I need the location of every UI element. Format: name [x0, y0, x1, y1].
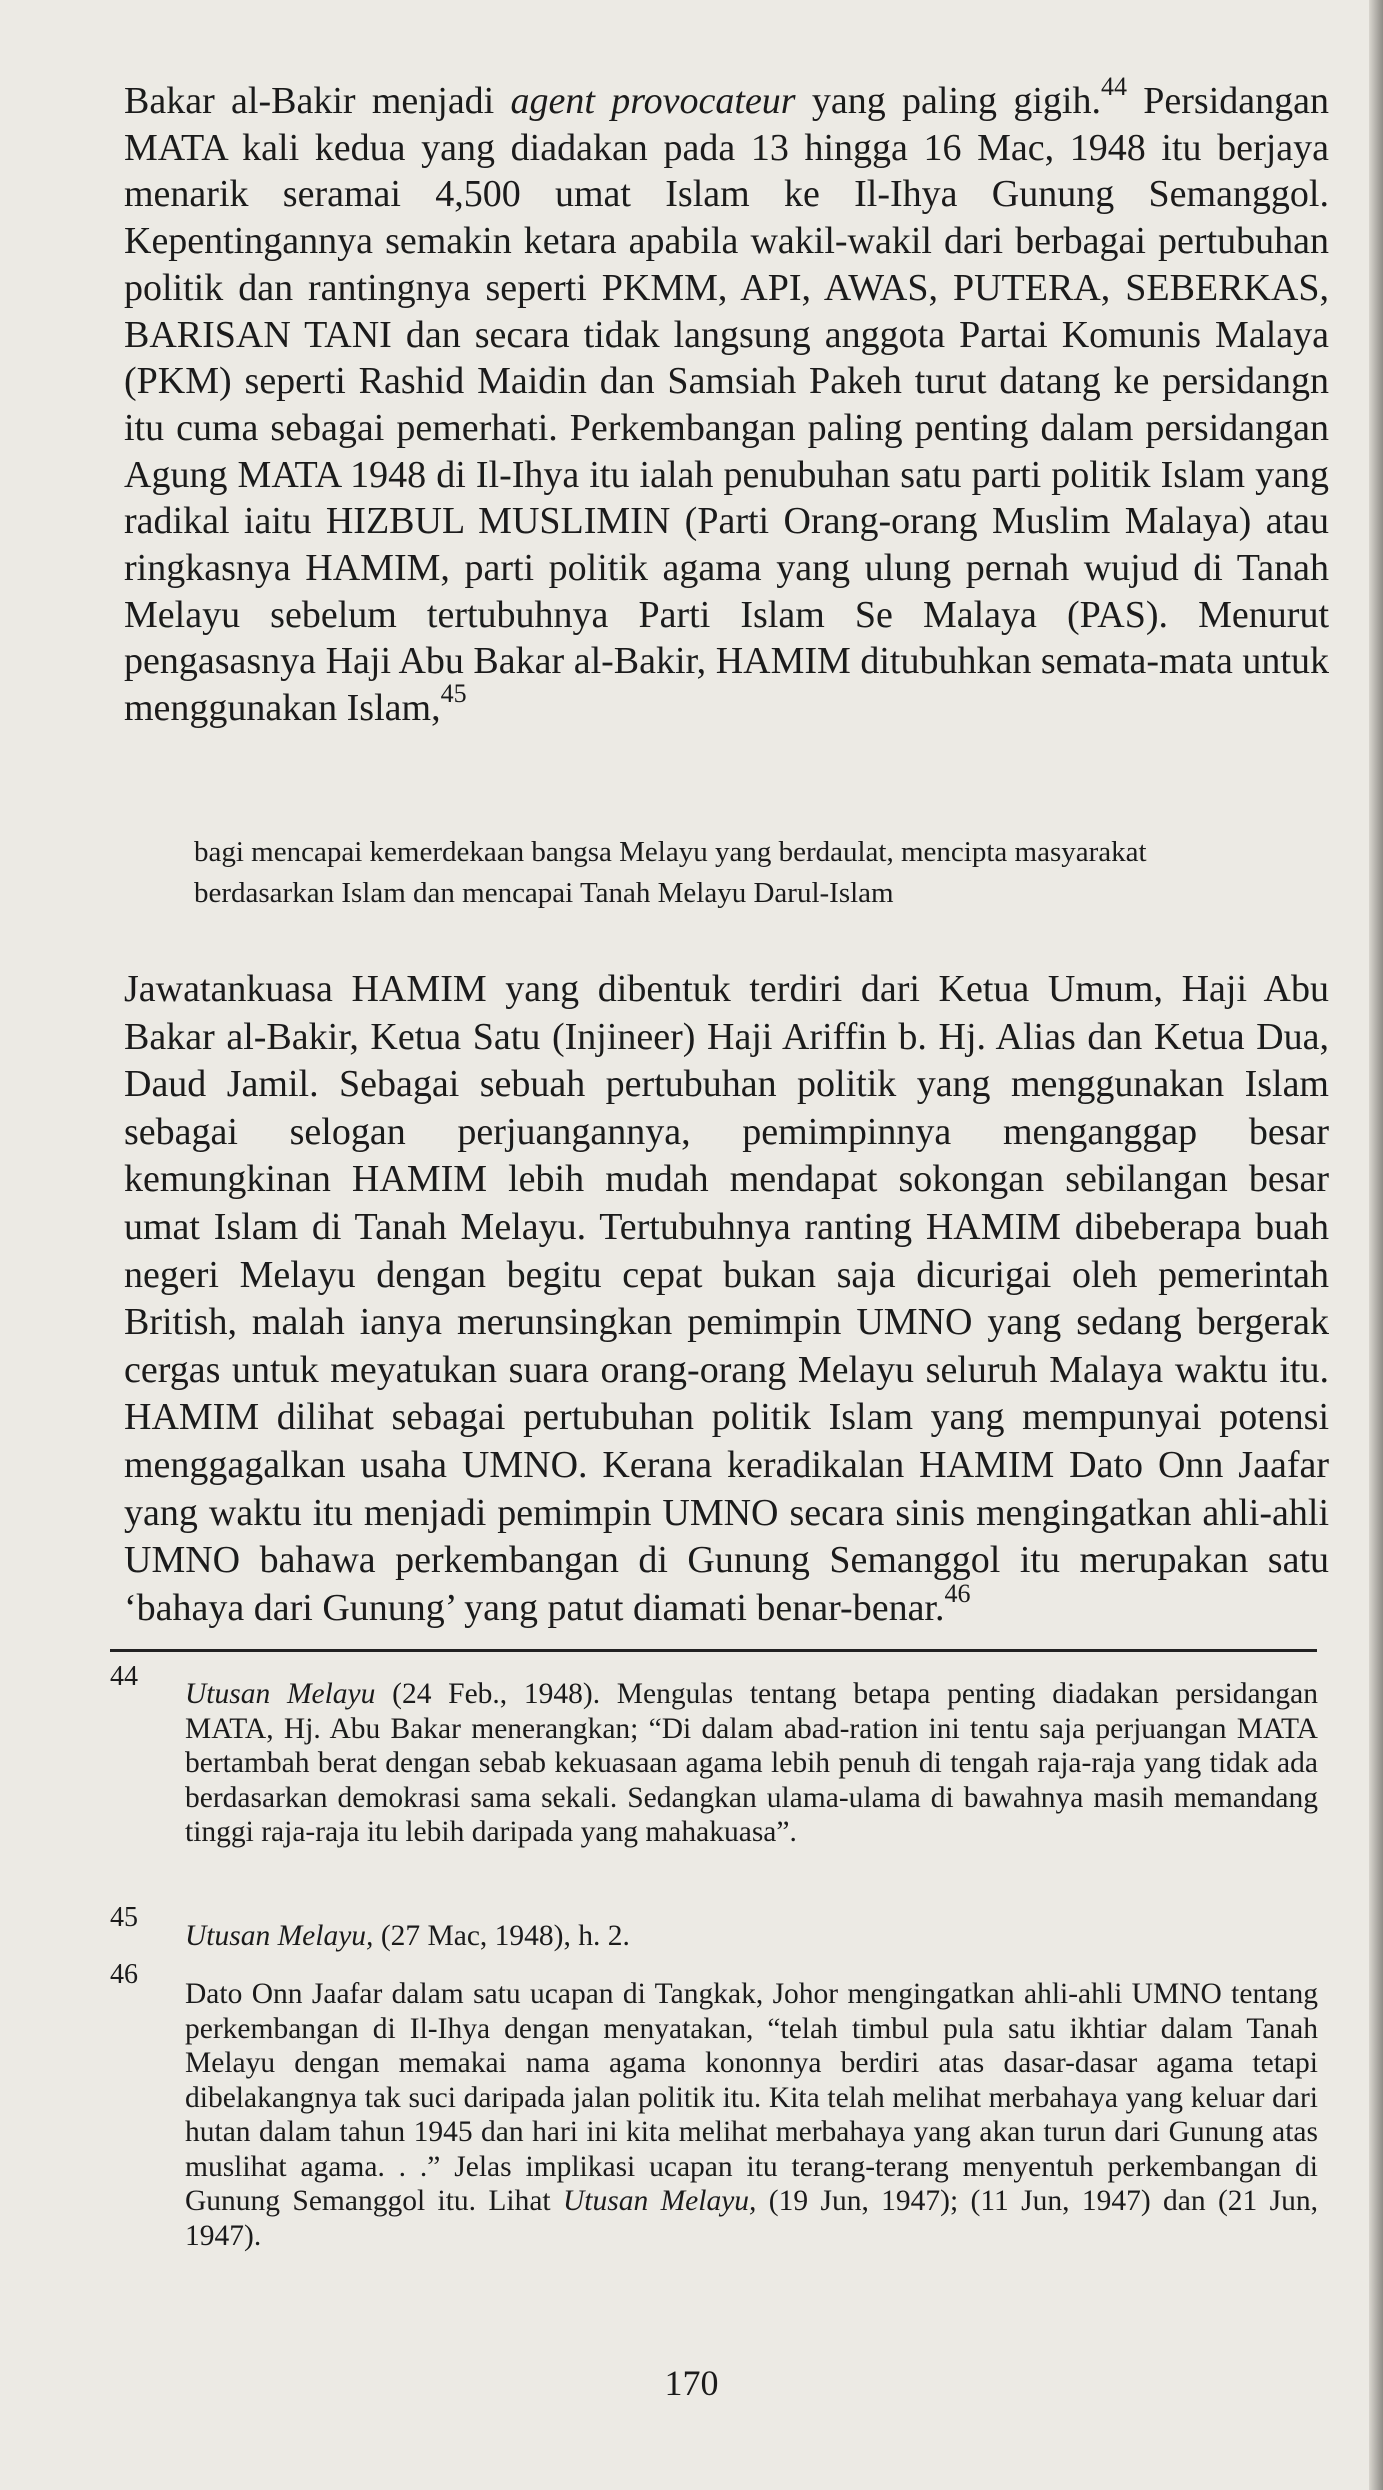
footnote-number-44: 44 [110, 1661, 138, 1692]
footnote-44 [185, 1677, 1318, 1850]
footnote-ref-46[interactable]: 46 [944, 1578, 971, 1608]
footnote-text: (27 Mac, 1948), h. 2. [373, 1920, 630, 1952]
italic-phrase: agent provocateur [510, 80, 796, 122]
paragraph-text: Bakar al-Bakir menjadi [124, 80, 511, 122]
page-number: 170 [664, 2363, 719, 2403]
paragraph-text: Jawatankuasa HAMIM yang dibentuk terdiri dari Ketua Umum, Haji Abu Bakar al-Bakir, Ketua Satu (Injineer) Haji Ariffin b. Hj. Alias dan Ketua Dua, Daud Jamil. Sebagai sebuah pertubuhan politik yang menggunakan Islam sebagai selogan perjuangannya, pemimpinnya menganggap besar kemungkinan HAMIM lebih mudah mendapat sokongan sebilangan besar umat Islam di Tanah Melayu. Tertubuhnya ranting HAMIM dibeberapa buah negeri Melayu dengan begitu cepat bukan saja dicurigai oleh pemerintah British, malah ianya merunsingkan pemimpin UMNO yang sedang bergerak cergas untuk meyatukan suara orang-orang Melayu seluruh Malaya waktu itu. HAMIM dilihat sebagai pertubuhan politik Islam yang mempunyai potensi menggagalkan usaha UMNO. Kerana keradikalan HAMIM Dato Onn Jaafar yang waktu itu menjadi pemimpin UMNO secara sinis mengingatkan ahli-ahli UMNO bahawa perkembangan di Gunung Semanggol itu merupakan satu ‘bahaya dari Gunung’ yang patut diamati benar-benar. [124, 968, 1329, 1629]
body-paragraph-2 [124, 966, 1329, 1632]
footnote-source: Utusan Melayu [185, 1678, 376, 1710]
footnote-text: Dato Onn Jaafar dalam satu ucapan di Tangkak, Johor mengingatkan ahli-ahli UMNO tentang perkembangan di Il-Ihya dengan menyatakan, “telah timbul pula satu ikhtiar dalam Tanah Melayu dengan memakai nama agama kononnya berdiri atas dasar-dasar agama tetapi dibelakangnya tak suci daripada jalan politik itu. Kita telah melihat merbahaya yang keluar dari hutan dalam tahun 1945 dan hari ini kita melihat merbahaya yang akan turun dari Gunung atas muslihat agama. . .” Jelas implikasi ucapan itu terang-terang menyentuh perkembangan di Gunung Semanggol itu. Lihat [185, 1978, 1318, 2217]
footnote-45 [185, 1919, 1318, 1954]
footnote-divider [110, 1649, 1317, 1652]
footnote-text: (19 Jun, 1947); (11 Jun, 1947) dan (21 Jun, 1947). [185, 2185, 1319, 2252]
paragraph-text: yang paling gigih. [795, 80, 1101, 122]
footnote-number-45: 45 [110, 1902, 138, 1933]
page-edge-shadow [1369, 0, 1383, 2490]
footnote-text: (24 Feb., 1948). Mengulas tentang betapa penting diadakan persidangan MATA, Hj. Abu Bakar menerangkan; “Di dalam abad-ration ini tentu saja perjuangan MATA bertambah berat dengan sebab kekuasaan agama lebih penuh di tengah raja-raja yang tidak ada berdasarkan demokrasi sama sekali. Sedangkan ulama-ulama di bawahnya masih memandang tinggi raja-raja itu lebih daripada yang mahakuasa”. [185, 1678, 1318, 1848]
block-quote: bagi mencapai kemerdekaan bangsa Melayu yang berdaulat, mencipta masyarakat berdasarkan Islam dan mencapai Tanah Melayu Darul-Islam [194, 836, 1147, 909]
footnote-ref-44[interactable]: 44 [1100, 72, 1127, 101]
footnote-source: Utusan Melayu, [563, 2185, 757, 2217]
footnote-ref-45[interactable]: 45 [440, 679, 467, 709]
paragraph-text: Persidangan MATA kali kedua yang diadakan pada 13 hingga 16 Mac, 1948 itu berjaya menarik seramai 4,500 umat Islam ke Il-Ihya Gunung Semanggol. Kepentingannya semakin ketara apabila wakil-wakil dari berbagai pertubuhan politik dan rantingnya seperti PKMM, API, AWAS, PUTERA, SEBERKAS, BARISAN TANI dan secara tidak langsung anggota Partai Komunis Malaya (PKM) seperti Rashid Maidin dan Samsiah Pakeh turut datang ke persidangn itu cuma sebagai pemerhati. Perkembangan paling penting dalam persidangan Agung MATA 1948 di Il-Ihya itu ialah penubuhan satu parti politik Islam yang radikal iaitu HIZBUL MUSLIMIN (Parti Orang-orang Muslim Malaya) atau ringkasnya HAMIM, parti politik agama yang ulung pernah wujud di Tanah Melayu sebelum tertubuhnya Parti Islam Se Malaya (PAS). Menurut pengasasnya Haji Abu Bakar al-Bakir, HAMIM ditubuhkan semata-mata untuk menggunakan Islam, [124, 80, 1330, 730]
footnote-source: Utusan Melayu, [185, 1920, 374, 1952]
footnote-46 [185, 1977, 1318, 2253]
footnote-number-46: 46 [110, 1959, 138, 1990]
body-paragraph-1 [124, 72, 1330, 732]
